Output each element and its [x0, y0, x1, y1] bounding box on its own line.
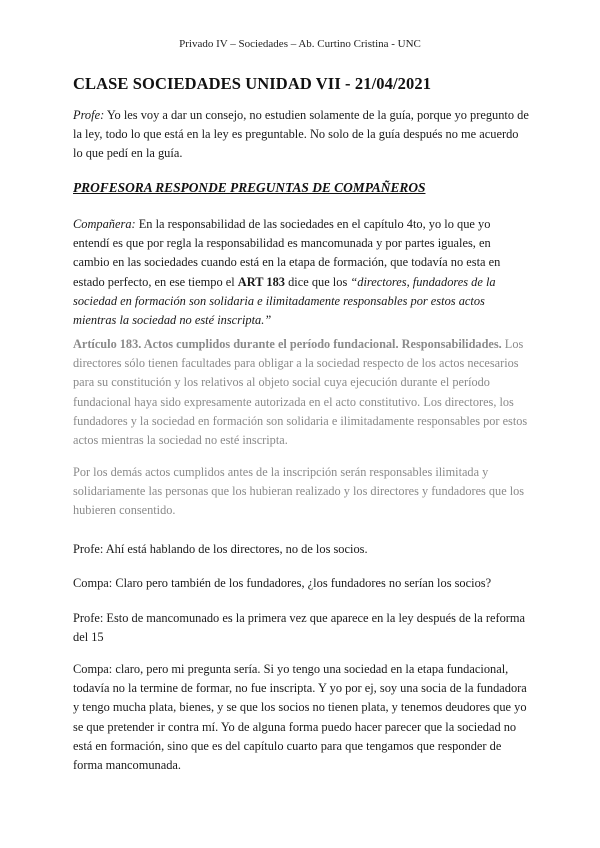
section-heading: PROFESORA RESPONDE PREGUNTAS DE COMPAÑEROS	[73, 180, 426, 195]
question-text-middle: dice que los	[284, 274, 351, 289]
dialogue-line-3: Profe: Esto de mancomunado es la primera vez que aparece en la ley después de la reforma del 15	[73, 611, 526, 645]
intro-paragraph	[73, 106, 529, 164]
law-article-paragraph-1	[73, 335, 531, 450]
law-article-paragraph-2: Por los demás actos cumplidos antes de la inscripción serán responsables ilimitada y solidariamente las personas que los hubieran realizado y los directores y fundadores que los hubieren consentido.	[73, 465, 525, 518]
question-text-before: En la responsabilidad de las sociedades en el capítulo 4to, yo lo que yo entendí es que por regla la responsabilidad es mancomunada y por partes iguales, en cambio en las sociedades cuando está en la etapa de formación, que todavía no esta en estado perfecto, en ese tiempo el	[73, 217, 501, 289]
running-header: Privado IV – Sociedades – Ab. Curtino Cristina - UNC	[179, 38, 421, 50]
intro-text: Yo les voy a dar un consejo, no estudien solamente de la guía, porque yo pregunto de la ley, todo lo que está en la ley es preguntable. No solo de la guía después no me acuerdo lo que pedí en la guía.	[73, 108, 529, 161]
law-article-text-1: Los directores sólo tienen facultades para obligar a la sociedad respecto de los actos necesarios para su constitución y los relativos al objeto social cuya ejecución durante el período fundacional haya sido expresamente autorizada en el acto constitutivo. Los directores, los fundadores y la sociedad en formación son solidaria e ilimitadamente responsables por estos actos mientras la sociedad no esté inscripta.	[73, 337, 528, 448]
intro-speaker: Profe:	[73, 108, 105, 122]
question-paragraph	[73, 215, 529, 330]
law-article-title: Artículo 183. Actos cumplidos durante el período fundacional. Responsabilidades.	[73, 337, 502, 351]
dialogue-line-4: Compa: claro, pero mi pregunta sería. Si yo tengo una sociedad en la etapa fundacional, todavía no la termine de formar, no fue inscripta. Y yo por ej, soy una socia de la fundadora y tengo mucha plata, bienes, y se que los socios no tienen plata, y tenemos deudores que yo se que pretender ir contra mí. Yo de alguna forma puedo hacer parecer que la sociedad no está en formación, sino que es del capítulo cuarto para que tengamos que responder de forma mancomunada.	[73, 662, 527, 773]
dialogue-line-1: Profe: Ahí está hablando de los directores, no de los socios.	[73, 542, 368, 556]
question-speaker: Compañera:	[73, 217, 136, 231]
question-quote: “directores, fundadores de la sociedad en formación son solidaria e ilimitadamente responsables por estos actos mientras la sociedad no esté inscripta.”	[73, 274, 496, 328]
document-title: CLASE SOCIEDADES UNIDAD VII - 21/04/2021	[73, 74, 432, 93]
dialogue-line-2: Compa: Claro pero también de los fundadores, ¿los fundadores no serían los socios?	[73, 576, 492, 590]
article-reference: ART 183	[237, 274, 285, 289]
